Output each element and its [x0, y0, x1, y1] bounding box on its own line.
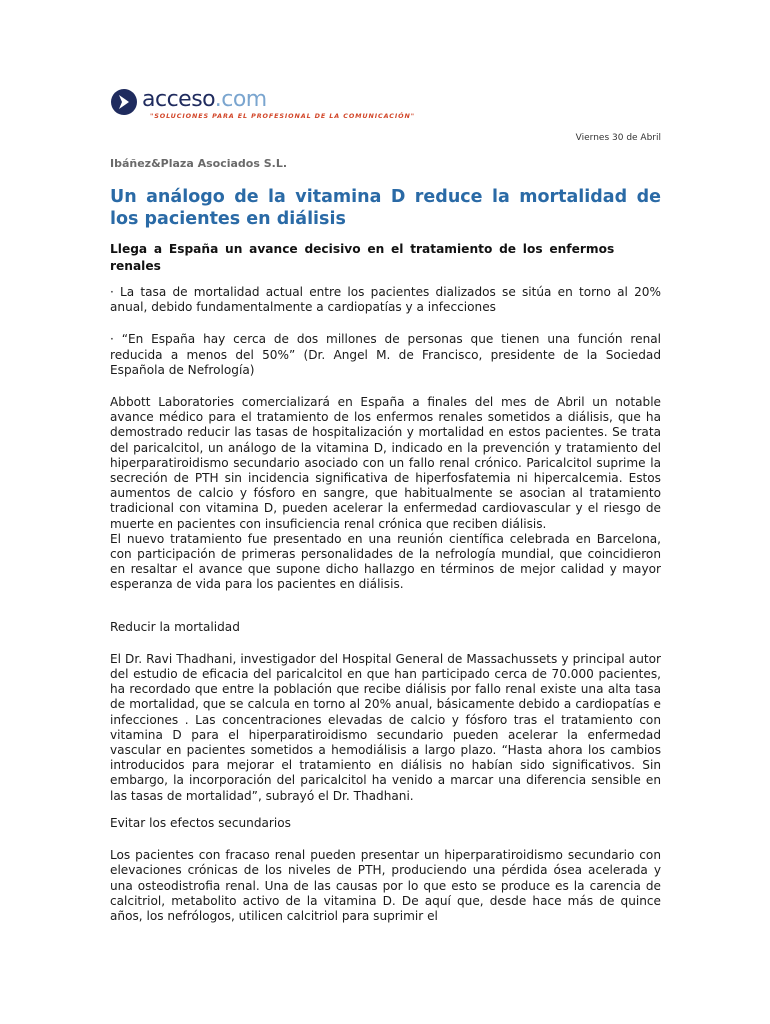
section-heading: Evitar los efectos secundarios — [110, 815, 291, 830]
body-paragraph: El nuevo tratamiento fue presentado en una reunión científica celebrada en Barcelona, con participación de primeras personalidades de la nefrología mundial, que coincidieron en resaltar el avance que supone dicho hallazgo en términos de mejor calidad y mayor esperanza de vida para los pacientes en diálisis. — [110, 531, 661, 592]
article-headline: Un análogo de la vitamina D reduce la mortalidad de los pacientes en diálisis — [110, 187, 661, 229]
body-paragraph: Abbott Laboratories comercializará en España a finales del mes de Abril un notable avance médico para el tratamiento de los enfermos renales sometidos a diálisis, que ha demostrado reducir las tasas de hospitalización y mortalidad en estos pacientes. Se trata del paricalcitol, un análogo de la vitamina D, indicado en la prevención y tratamiento del hiperparatiroidismo secundario asociado con un fallo renal crónico. Paricalcitol suprime la secreción de PTH sin incidencia significativa de hiperfosfatemia ni hipercalcemia. Estos aumentos de calcio y fósforo en sangre, que habitualmente se asocian al tratamiento tradicional con vitamina D, pueden acelerar la enfermedad cardiovascular y el riesgo de muerte en pacientes con insuficiencia renal crónica que reciben diálisis. — [110, 395, 661, 531]
acceso-logo — [110, 86, 440, 122]
company-name: Ibáñez&Plaza Asociados S.L. — [110, 157, 288, 170]
body-paragraph: Los pacientes con fracaso renal pueden presentar un hiperparatiroidismo secundario con elevaciones crónicas de los niveles de PTH, produciendo una pérdida ósea acelerada y una osteodistrofia renal. Una de las causas por lo que esto se produce es la carencia de calcitriol, metabolito activo de la vitamina D. De aquí que, desde hace más de quince años, los nefrólogos, utilicen calcitriol para suprimir el — [110, 848, 661, 923]
release-date: Viernes 30 de Abril — [575, 133, 661, 143]
logo-word-main: acceso — [142, 87, 215, 112]
body-paragraph: El Dr. Ravi Thadhani, investigador del Hospital General de Massachussets y principal autor del estudio de eficacia del paricalcitol en que han participado cerca de 70.000 pacientes, ha recordado que entre la población que recibe diálisis por fallo renal existe una alta tasa de mortalidad, que se calcula en torno al 20% anual, básicamente debido a cardiopatías e infecciones . Las concentraciones elevadas de calcio y fósforo tras el tratamiento con vitamina D para el hiperparatiroidismo secundario pueden acelerar la enfermedad vascular en pacientes sometidos a hemodiálisis a largo plazo. “Hasta ahora los cambios introducidos para mejorar el tratamiento en diálisis no habían sido significativos. Sin embargo, la incorporación del paricalcitol ha venido a marcar una diferencia sensible en las tasas de mortalidad”, subrayó el Dr. Thadhani. — [110, 651, 661, 803]
logo-word-suffix: .com — [214, 87, 267, 112]
article-subtitle: Llega a España un avance decisivo en el tratamiento de los enfermos renales — [110, 242, 615, 273]
bullet-point: · La tasa de mortalidad actual entre los pacientes dializados se sitúa en torno al 20% anual, debido fundamentalmente a cardiopatías y a infecciones — [110, 285, 661, 315]
logo-tagline: "SOLUCIONES PARA EL PROFESIONAL DE LA COMUNICACIÓN" — [150, 112, 415, 120]
logo-wordmark — [142, 86, 267, 114]
bullet-point: · “En España hay cerca de dos millones de personas que tienen una función renal reducida a menos del 50%” (Dr. Angel M. de Francisco, presidente de la Sociedad Española de Nefrología) — [110, 332, 661, 377]
acceso-logo-arrow-icon — [110, 88, 138, 116]
article-body — [110, 285, 661, 924]
section-heading: Reducir la mortalidad — [110, 619, 240, 634]
